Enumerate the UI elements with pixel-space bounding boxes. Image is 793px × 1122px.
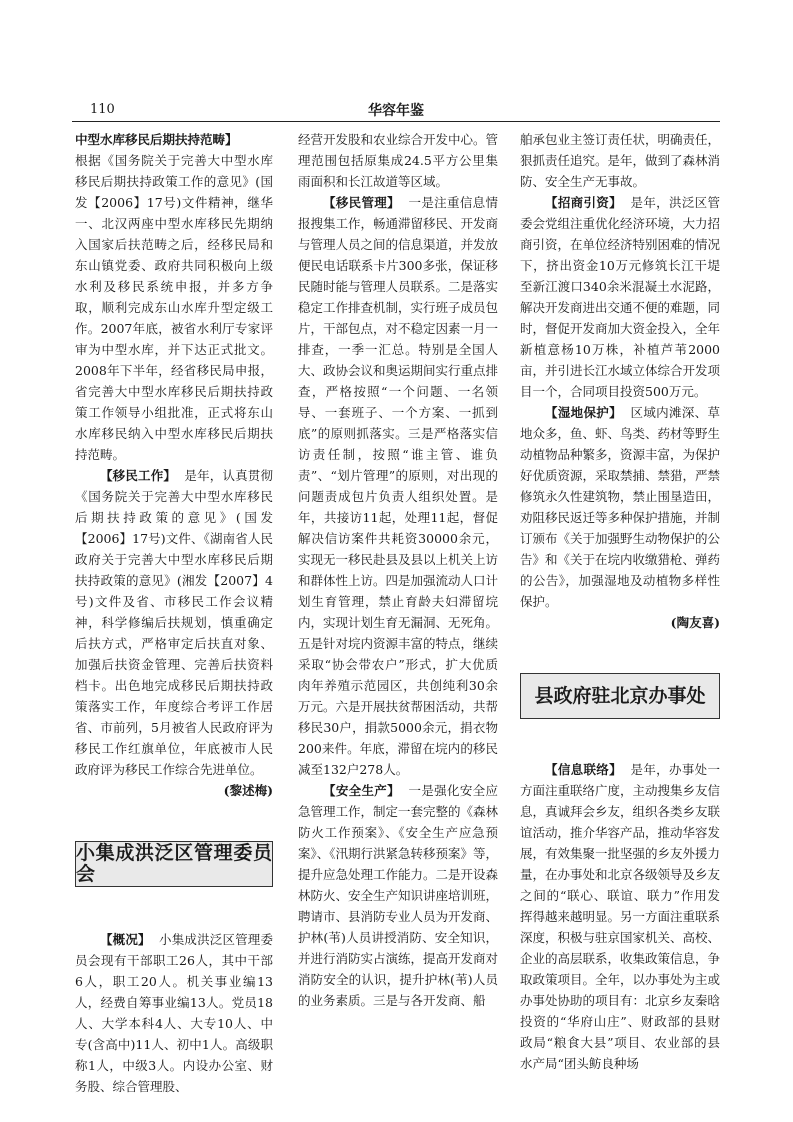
column-3 — [520, 129, 720, 1074]
section-tag: 【湿地保护】 — [545, 405, 622, 420]
paragraph: 区域内滩深、草地众多，鱼、虾、鸟类、药材等野生动植物品种繁多，资源丰富，为保护好优质资源，采取禁捕、禁猎，严禁修筑永久性建筑物，禁止围垦造田，劝阻移民返迁等多种保护措施，并制订颁布《关于加强野生动物保护的公告》和《关于在垸内收缴猎枪、弹药的公告》，加强湿地及动植物多样性保护。 — [520, 405, 721, 609]
section-title: 小集成洪泛区管理委员会 — [76, 842, 272, 885]
header-rule — [72, 121, 720, 122]
running-title: 华容年鉴 — [368, 103, 424, 119]
paragraph: 是年，认真贯彻《国务院关于完善大中型水库移民后期扶持政策的意见》(国发【2006】17号)文件、《湖南省人民政府关于完善大中型水库移民后期扶持政策的意见》(湘发【2007】4号)文件及省、市移民工作会议精神，科学修编后扶规划，慎重确定后扶方式，严格审定后扶直对象、加强后扶资金管理、完善后扶资料档卡。出色地完成移民后期扶持政策落实工作，年度综合考评工作居省、市前列，5月被省人民政府评为移民工作红旗单位，年底被市人民政府评为移民工作综合先进单位。 — [75, 468, 273, 777]
section-title-box — [520, 673, 720, 719]
section-tag: 【概况】 — [100, 932, 151, 947]
section-tag: 【移民管理】 — [323, 195, 400, 210]
paragraph: 舶承包业主签订责任状，明确责任，狠抓责任追究。是年，做到了森林消防、安全生产无事故。 — [520, 132, 721, 189]
page-header — [72, 100, 720, 122]
column-2 — [298, 129, 498, 1011]
section-tag: 【招商引资】 — [545, 195, 622, 210]
paragraph: 一是强化安全应急管理工作，制定一套完整的《森林防火工作预案》、《安全生产应急预案》、《汛期行洪紧急转移预案》等，提升应急处理工作能力。二是开设森林防火、安全生产知识讲座培训班，聘请市、县消防专业人员为开发商、护林(苇)人员讲授消防、安全知识，并进行消防实占演练，提高开发商对消防安全的认识，提升护林(苇)人员的业务素质。三是与各开发商、船 — [298, 783, 499, 1008]
page-number: 110 — [90, 102, 115, 117]
subsection-heading: 中型水库移民后期扶持范畴】 — [75, 132, 238, 147]
section-title-box — [75, 841, 273, 887]
section-tag: 【信息联络】 — [545, 762, 622, 777]
section-tag: 【安全生产】 — [323, 783, 400, 798]
paragraph: 根据《国务院关于完善大中型水库移民后期扶持政策工作的意见》(国发【2006】17号)文件精神，继华一、北汉两座中型水库移民先期纳入国家后扶范畴之后，经移民局和东山镇党委、政府共同积极向上级水利及移民系统申报，并多方争取，顺利完成东山水库升型定级工作。2007年底，被省水利厅专家评审为中型水库，并下达正式批文。2008年下半年，经省移民局申报，省完善大中型水库移民后期扶持政策工作领导小组批准，正式将东山水库移民纳入中型水库移民后期扶持范畴。 — [75, 153, 273, 462]
column-1 — [75, 129, 273, 1097]
paragraph: 一是注重信息情报搜集工作，畅通滞留移民、开发商与管理人员之间的信息渠道，并发放便民电话联系卡片300多张，保证移民随时能与管理人员联系。二是落实稳定工作排查机制，实行班子成员包片，干部包点，对不稳定因素一月一排查，一季一汇总。特别是全国人大、政协会议和奥运期间实行重点排查，严格按照“一个问题、一名领导、一套班子、一个方案、一抓到底”的原则抓落实。三是严格落实信访责任制，按照“谁主管、谁负责”、“划片管理”的原则，对出现的问题责成包片负责人组织处置。是年，共接访11起，处理11起，督促解决信访案件共耗资30000余元，实现无一移民赴县及县以上机关上访和群体性上访。四是加强流动人口计划生育管理，禁止育龄夫妇滞留垸内，实现计划生育无漏洞、无死角。五是针对垸内资源丰富的特点，继续采取“协会带农户”形式，扩大优质肉年养殖示范园区，共创纯利30余万元。六是开展扶贫帮困活动，共帮移民30户，捐款5000余元，捐衣物200来件。年底，滞留在垸内的移民减至132户278人。 — [298, 195, 499, 777]
paragraph: 经营开发股和农业综合开发中心。管理范围包括原集成24.5平方公里集雨面积和长江故道等区域。 — [298, 132, 499, 189]
author-credit: (陶友喜) — [670, 615, 720, 630]
section-tag: 【移民工作】 — [100, 468, 177, 483]
paragraph: 小集成洪泛区管理委员会现有干部职工26人，其中干部6人，职工20人。机关事业编13人，经费自筹事业编13人。党员18人、大学本科4人、大专10人、中专(含高中)11人、初中1人。高级职称1人，中级3人。内设办公室、财务股、综合管理股、 — [75, 932, 273, 1094]
author-credit: (黎述梅) — [223, 783, 273, 798]
paragraph: 是年，洪泛区管委会党组注重优化经济环境，大力招商引资，在单位经济特别困难的情况下，挤出资金10万元修筑长江干堤至新江渡口340余米混凝土水泥路，解决开发商进出交通不便的难题，同时，督促开发商加大资金投入，全年新植意杨10万株，补植芦苇2000亩，并引进长江水域立体综合开发项目一个，合同项目投资500万元。 — [520, 195, 721, 399]
section-title: 县政府驻北京办事处 — [534, 684, 706, 707]
paragraph: 是年，办事处一方面注重联络广度，主动搜集乡友信息，真诚拜会乡友，组织各类乡友联谊活动，推介华容产品，推动华容发展，有效集聚一批坚强的乡友外援力量，在办事处和北京各级领导及乡友之间的“联心、联谊、联力”作用发挥得越来越明显。另一方面注重联系深度，积极与驻京国家机关、高校、企业的高层联系，收集政策信息，争取政策项目。全年，以办事处为主或办事处协助的项目有：北京乡友秦晗投资的“华府山庄”、财政部的县财政局“粮食大县”项目、农业部的县水产局“团头鲂良种场 — [520, 762, 721, 1071]
